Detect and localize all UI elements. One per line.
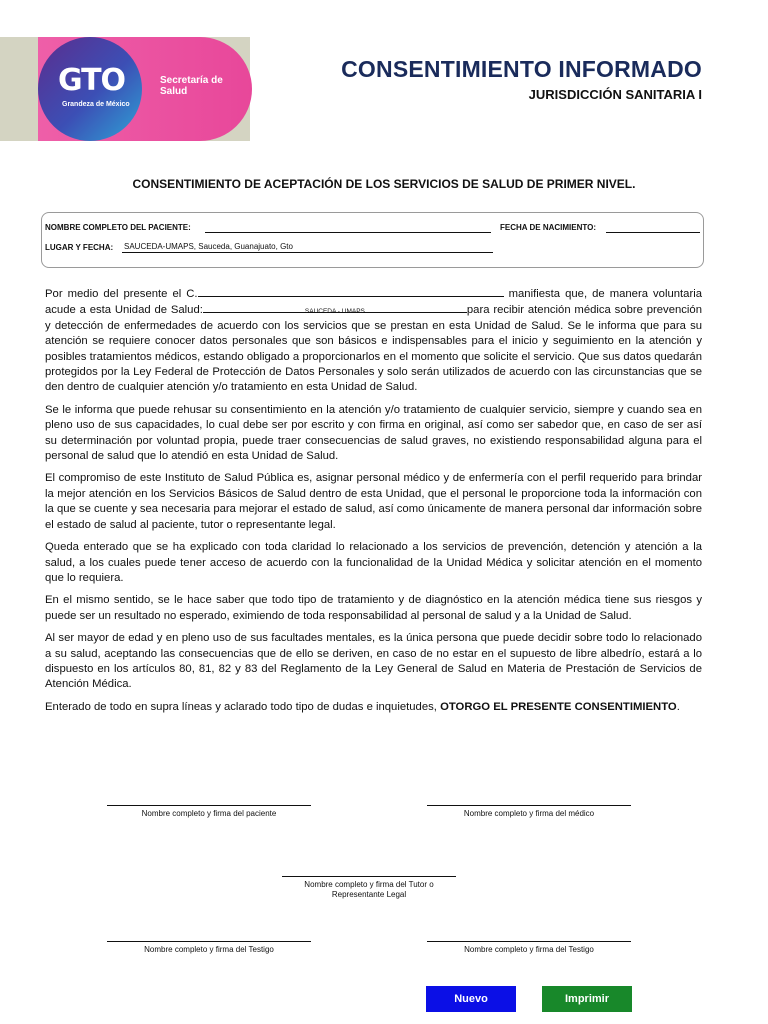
tutor-signature bbox=[282, 876, 456, 900]
signature-line[interactable] bbox=[107, 805, 311, 806]
health-unit-field[interactable] bbox=[203, 302, 467, 316]
patient-name-inline-field[interactable] bbox=[198, 286, 504, 297]
patient-signature bbox=[107, 805, 311, 819]
birth-date-label: FECHA DE NACIMIENTO: bbox=[500, 223, 596, 232]
health-unit-value: SAUCEDA - UMAPS bbox=[304, 308, 365, 316]
signature-line[interactable] bbox=[282, 876, 456, 877]
paragraph-7: Enterado de todo en supra líneas y aclarado todo tipo de dudas e inquietudes, OTORGO EL PRESENTE CONSENTIMIENTO. bbox=[45, 700, 680, 713]
paragraph-4: Queda enterado que se ha explicado con toda claridad lo relacionado a los servicios de prevención, detención y atención a la salud, a los cuales puede tener acceso de acuerdo con la funcionalidad de la Unidad Médica y solicitar atención en el momento que lo requiera. bbox=[45, 541, 702, 584]
logo-tagline: Grandeza de México bbox=[62, 101, 130, 108]
logo-secretaria: Secretaría de Salud bbox=[160, 75, 223, 97]
logo bbox=[38, 37, 252, 141]
signature-label: Nombre completo y firma del Testigo bbox=[144, 945, 274, 954]
consent-body bbox=[45, 286, 702, 722]
signature-label: Nombre completo y firma del médico bbox=[463, 809, 595, 818]
print-button[interactable]: Imprimir bbox=[542, 986, 632, 1012]
place-date-value: SAUCEDA-UMAPS, Sauceda, Guanajuato, Gto bbox=[124, 242, 293, 251]
patient-info-box bbox=[41, 212, 704, 268]
document-title: CONSENTIMIENTO INFORMADO bbox=[341, 56, 702, 82]
signature-line[interactable] bbox=[427, 941, 631, 942]
paragraph-1: Por medio del presente el C. manifiesta que, de manera voluntaria acude a esta Unidad de Salud: SAUCEDA - UMAPS para recibir atención médica sobre prevención y detección de enfermedades de acuerdo con los servicios que se prestan en esta Unidad de Salud. Se le informa que para su atención se requiere conocer datos personales que son básicos e indispensables para el inicio y seguimiento en la atención y posibles tratamientos médicos, estando obligado a proporcionarlos en el momento que solicite el servicio. Que sus datos quedarán protegidos por la Ley Federal de Protección de Datos Personales y solo serán utilizados de acuerdo con las circunstancias que se den dentro de cualquier atención y/o tratamiento en esta Unidad de Salud. bbox=[45, 288, 702, 394]
witness-2-signature bbox=[427, 941, 631, 955]
section-heading: CONSENTIMIENTO DE ACEPTACIÓN DE LOS SERVICIOS DE SALUD DE PRIMER NIVEL. bbox=[132, 177, 636, 191]
new-button[interactable]: Nuevo bbox=[426, 986, 516, 1012]
paragraph-5: En el mismo sentido, se le hace saber que todo tipo de tratamiento y de diagnóstico en la atención médica tiene sus riesgos y puede ser un resultado no esperado, eximiendo de toda responsabilidad al personal de salud y a la Unidad de Salud. bbox=[45, 594, 702, 622]
patient-name-field[interactable] bbox=[205, 232, 491, 233]
place-date-label: LUGAR Y FECHA: bbox=[45, 243, 114, 252]
consent-statement: OTORGO EL PRESENTE CONSENTIMIENTO bbox=[440, 700, 677, 713]
signature-label: Nombre completo y firma del paciente bbox=[141, 809, 277, 818]
signature-label: Nombre completo y firma del Tutor o Representante Legal bbox=[304, 880, 434, 899]
signature-line[interactable] bbox=[107, 941, 311, 942]
logo-text: GTO bbox=[58, 63, 126, 98]
birth-date-field[interactable] bbox=[606, 232, 700, 233]
signature-label: Nombre completo y firma del Testigo bbox=[464, 945, 594, 954]
paragraph-2: Se le informa que puede rehusar su consentimiento en la atención y/o tratamiento de cualquier servicio, siempre y cuando sea en pleno uso de sus capacidades, lo cual debe ser por escrito y con firma en original, así como ser sabedor que, en caso de ser así su determinación por voluntad propia, puede traer consecuencias de salud graves, no existiendo responsabilidad alguna para el personal de salud que lo atendió en esta Unidad de Salud. bbox=[45, 403, 702, 463]
place-date-field[interactable] bbox=[122, 252, 493, 253]
doctor-signature bbox=[427, 805, 631, 819]
signature-line[interactable] bbox=[427, 805, 631, 806]
document-subtitle: JURISDICCIÓN SANITARIA I bbox=[528, 87, 702, 102]
witness-1-signature bbox=[107, 941, 311, 955]
paragraph-3: El compromiso de este Instituto de Salud Pública es, asignar personal médico y de enfermería con el perfil requerido para brindar la mejor atención en los Servicios Básicos de Salud dentro de esta Unidad, que el personal le proporcione toda la información con la que se cuente y sea necesaria para mejorar el estado de salud, así como únicamente de manera personal dar información sobre el estado de salud al paciente, tutor o representante legal. bbox=[45, 472, 702, 531]
paragraph-6: Al ser mayor de edad y en pleno uso de sus facultades mentales, es la única persona que puede decidir sobre todo lo relacionado a su salud, aceptando las consecuencias que de ello se deriven, en caso de no estar en el supuesto de libre albedrío, estará a lo dispuesto en los artículos 80, 81, 82 y 83 del Reglamento de la Ley General de Salud en Materia de Prestación de Servicios de Atención Médica. bbox=[45, 632, 702, 691]
patient-name-label: NOMBRE COMPLETO DEL PACIENTE: bbox=[45, 223, 191, 232]
